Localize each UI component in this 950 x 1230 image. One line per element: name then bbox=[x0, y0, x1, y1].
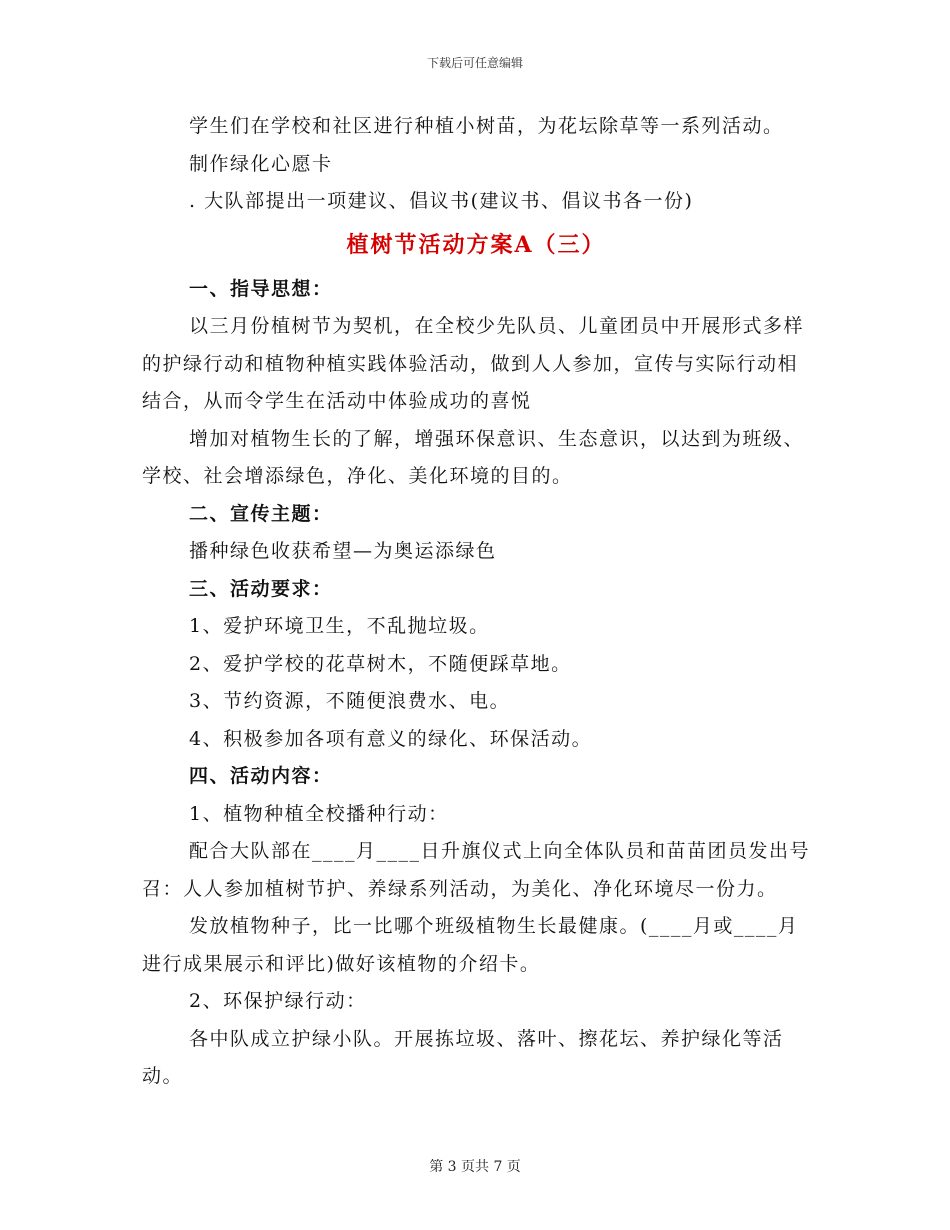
page-header: 下载后可任意编辑 bbox=[426, 56, 523, 70]
paragraph: 播种绿色收获希望—为奥运添绿色 bbox=[189, 540, 497, 562]
paragraph: . 大队部提出一项建议、倡议书(建议书、倡议书各一份) bbox=[189, 190, 694, 212]
sub-heading: 1、植物种植全校播种行动： bbox=[189, 802, 449, 825]
list-item: 4、积极参加各项有意义的绿化、环保活动。 bbox=[189, 727, 593, 750]
page-footer: 第 3 页共 7 页 bbox=[429, 1159, 521, 1175]
sub-heading: 2、环保护绿行动： bbox=[189, 990, 367, 1012]
section-heading: 四、活动内容： bbox=[189, 765, 333, 787]
document-body bbox=[142, 108, 810, 1096]
paragraph: 发放植物种子，比一比哪个班级植物生长最健康。(____月或____月进行成果展示和评比)做好该植物的介绍卡。 bbox=[142, 915, 799, 975]
section-heading: 三、活动要求： bbox=[189, 577, 333, 600]
section-heading: 一、指导思想： bbox=[189, 277, 333, 300]
paragraph: 配合大队部在____月____日升旗仪式上向全体队员和苗苗团员发出号召：人人参加植树节护、养绿系列活动，为美化、净化环境尽一份力。 bbox=[142, 840, 811, 900]
paragraph: 学生们在学校和社区进行种植小树苗，为花坛除草等一系列活动。 bbox=[189, 115, 784, 137]
paragraph: 以三月份植树节为契机，在全校少先队员、儿童团员中开展形式多样的护绿行动和植物种植实践体验活动，做到人人参加，宣传与实际行动相结合，从而令学生在活动中体验成功的喜悦 bbox=[142, 315, 805, 412]
list-item: 2、爱护学校的花草树木，不随便踩草地。 bbox=[189, 652, 572, 675]
list-item: 3、节约资源，不随便浪费水、电。 bbox=[189, 690, 511, 712]
paragraph: 制作绿化心愿卡 bbox=[189, 152, 333, 175]
paragraph: 增加对植物生长的了解，增强环保意识、生态意识，以达到为班级、学校、社会增添绿色，净化、美化环境的目的。 bbox=[142, 427, 805, 487]
section-heading: 二、宣传主题： bbox=[189, 502, 333, 525]
paragraph: 各中队成立护绿小队。开展拣垃圾、落叶、擦花坛、养护绿化等活动。 bbox=[142, 1027, 784, 1087]
list-item: 1、爱护环境卫生，不乱抛垃圾。 bbox=[189, 615, 490, 637]
section-title: 植树节活动方案A（三） bbox=[346, 231, 606, 258]
